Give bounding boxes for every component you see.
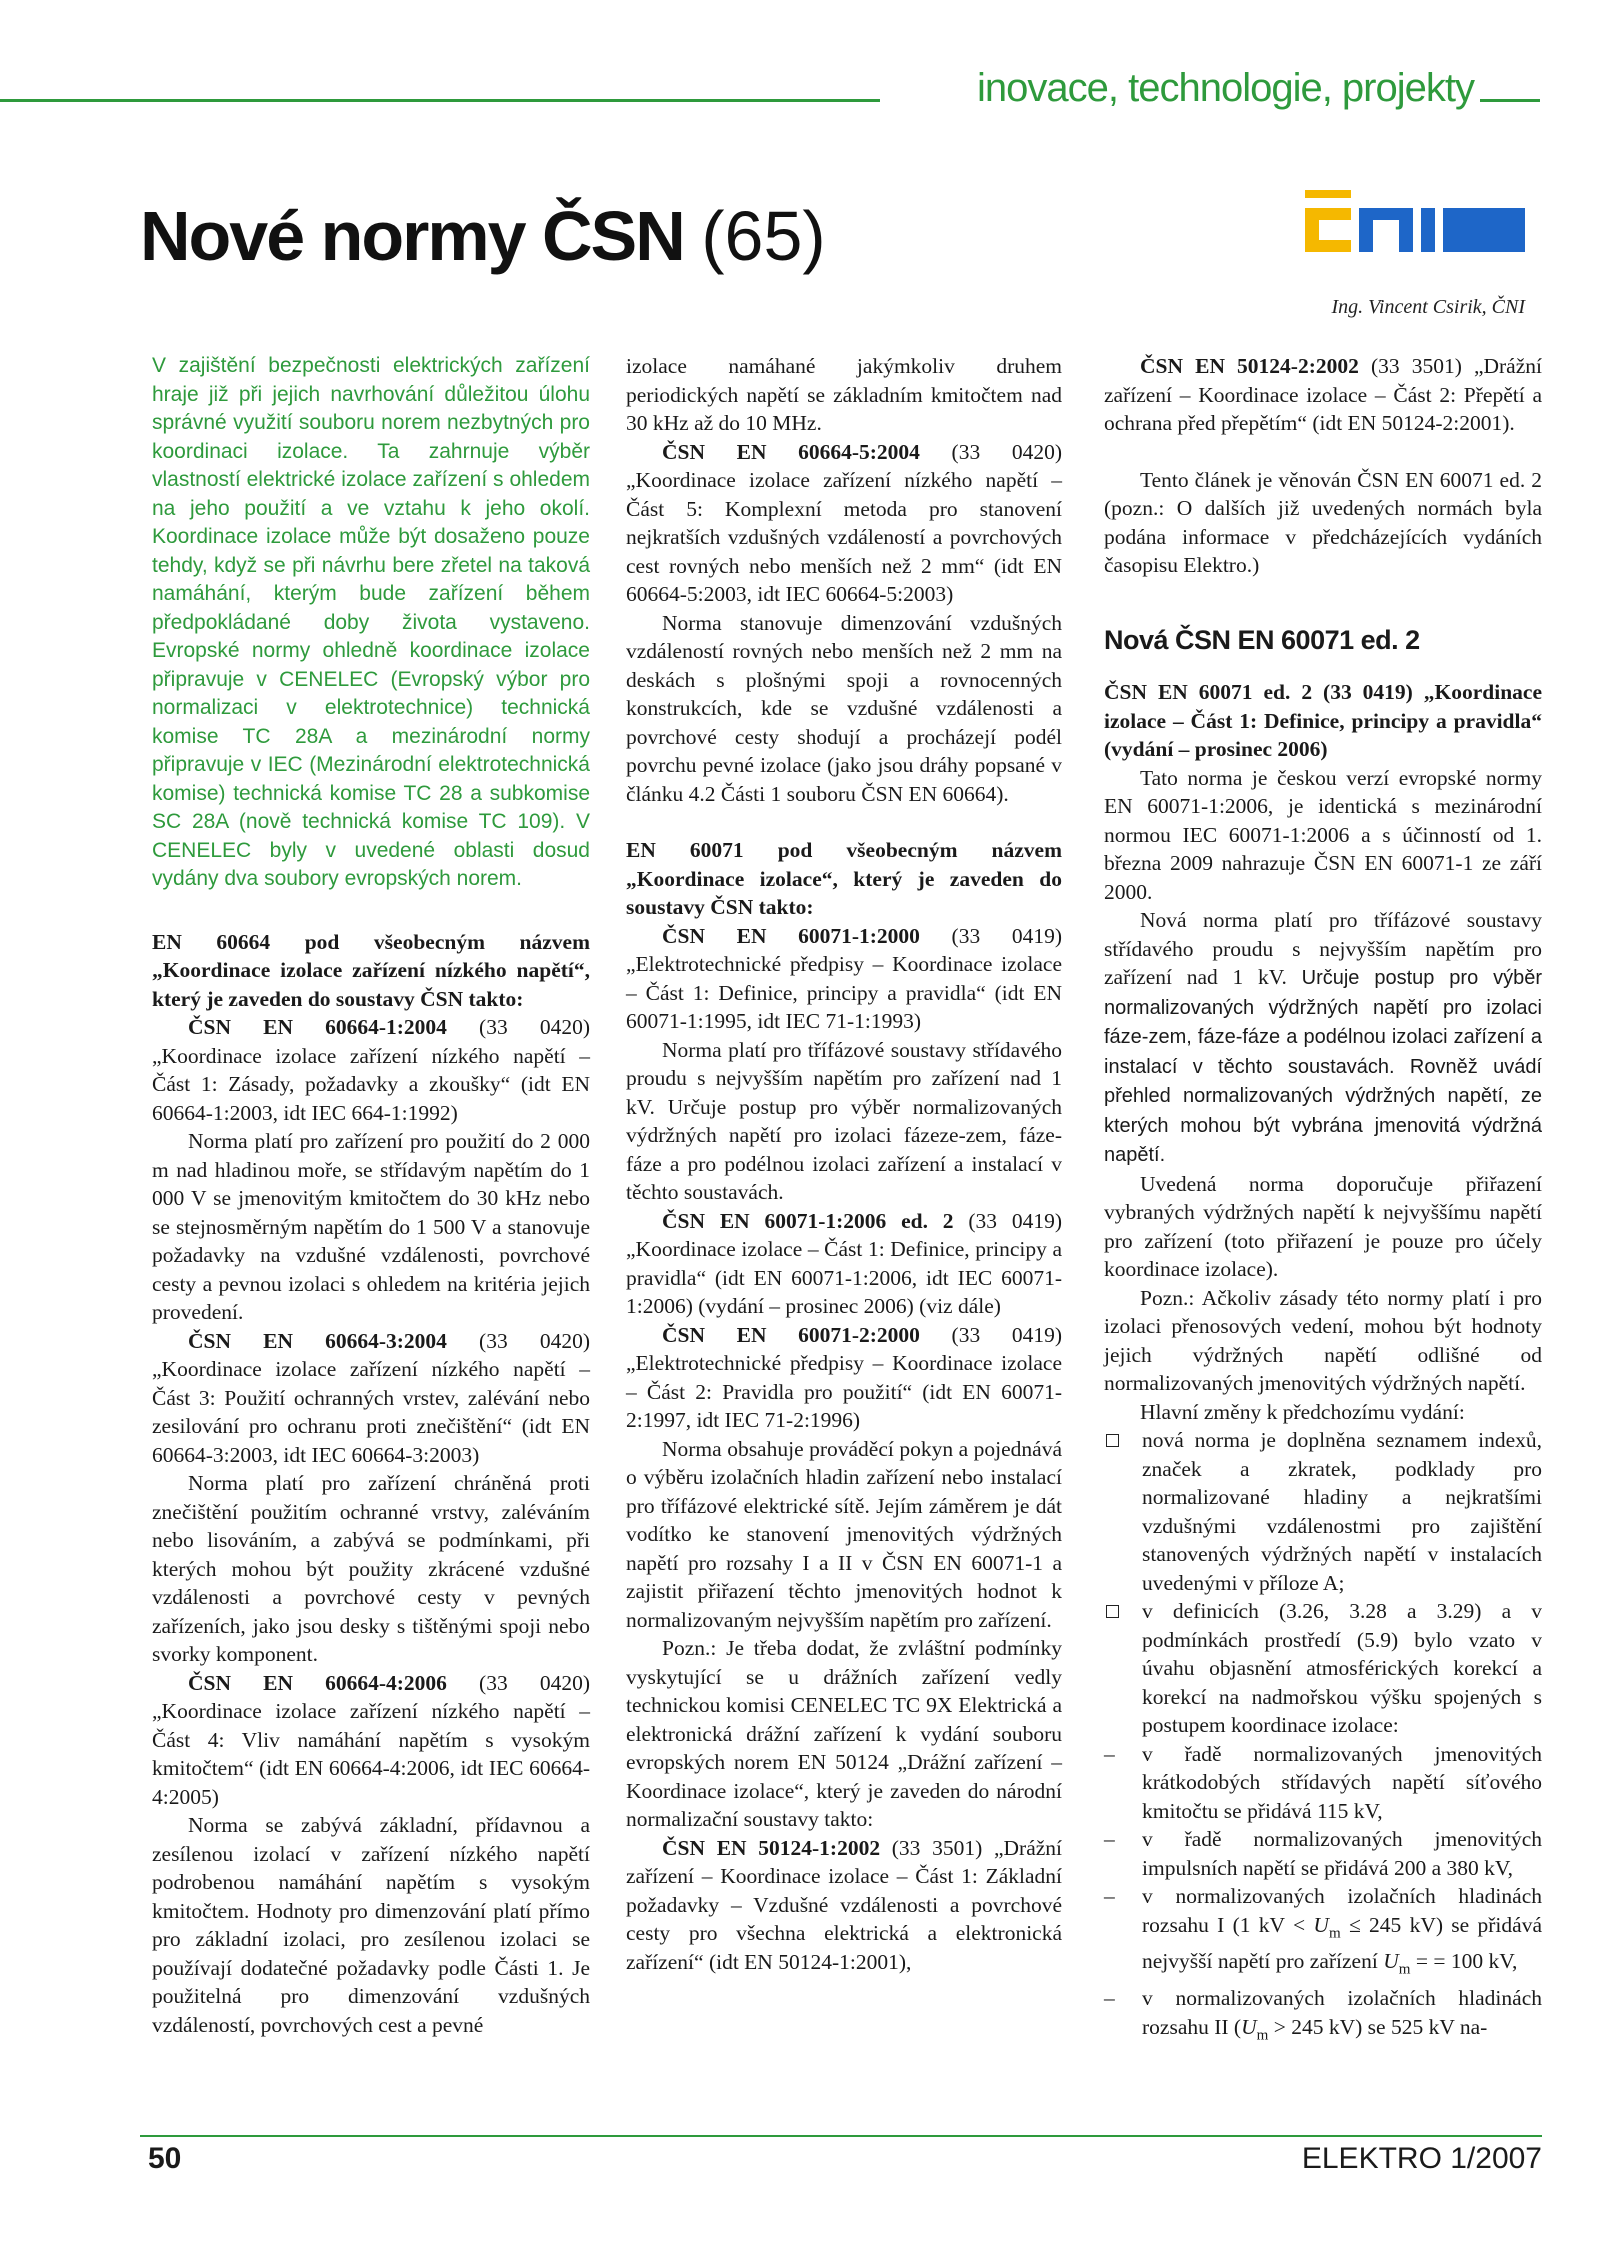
- standard-code: ČSN EN 50124-1:2002: [662, 1835, 881, 1860]
- magazine-issue: ELEKTRO 1/2007: [1301, 2142, 1542, 2175]
- paragraph: Norma platí pro třífázové soustavy střídavého proudu s nejvyšším napětím pro zařízení nad 1 kV. Určuje postup pro výběr normalizovaných výdržných napětí pro izolaci fázeze-zem, fáze-fáze a pro podélnou izolaci zařízení a instalací v těchto soustavách.: [626, 1037, 1062, 1204]
- dash-list: [1104, 1740, 1542, 2050]
- list-item: – v normalizovaných izolačních hladinách rozsahu II ($U_m > 245$ kV) se 525 kV na-: [1104, 1984, 1542, 2049]
- paragraph: ČSN EN 60664-4:2006 (33 0420) „Koordinace izolace zařízení nízkého napětí – Část 4: Vliv namáhání napětím s vysokým kmitočtem“ (idt EN 60664-4:2006, idt IEC 60664-4:2005): [152, 1670, 590, 1809]
- column-3: [1104, 352, 1542, 2049]
- paragraph: Norma platí pro zařízení chráněná proti znečištění použitím ochranné vrstvy, zaléváním nebo lisováním, a zabývá se podmínkami, při kterých mohou být použity zkrácené vzdušné vzdálenosti a povrchové cesty v pevných zařízeních, jako jsou desky s tištěnými spoji nebo svorky komponent.: [152, 1471, 590, 1666]
- paragraph: Norma platí pro zařízení pro použití do 2 000 m nad hladinou moře, se střídavým napětím do 1 000 V se jmenovitým kmitočtem do 30 kHz nebo se stejnosměrným napětím do 1 500 V a stanovuje požadavky na vzdušné vzdálenosti, povrchové cesty a pevnou izolaci s ohledem na kritéria jejich provedení.: [152, 1129, 590, 1324]
- paragraph: Pozn.: Je třeba dodat, že zvláštní podmínky vyskytující se u drážních zařízení vedly technickou komisi CENELEC TC 9X Elektrická a elektronická drážní zařízení k vydání souboru evropských norem EN 50124 „Drážní zařízení – Koordinace izolace“, který je zaveden do národní normalizační soustavy takto:: [626, 1636, 1062, 1831]
- paragraph: Tento článek je věnován ČSN EN 60071 ed. 2 (pozn.: O dalších již uvedených normách byla podána informace v předcházejících vydáních časopisu Elektro.): [1104, 467, 1542, 577]
- column-2: [626, 352, 1062, 1976]
- article-title-text: Nové normy ČSN: [140, 197, 684, 275]
- cni-logo: [1305, 190, 1525, 252]
- paragraph: ČSN EN 60071-1:2000 (33 0419) „Elektrotechnické předpisy – Koordinace izolace – Část 1: Definice, principy a pravidla“ (idt EN 60071-1:1995, idt IEC 71-1:1993): [626, 923, 1062, 1033]
- standard-code: ČSN EN 60071-1:2000: [662, 923, 920, 948]
- heading-en60071-ed2: ČSN EN 60071 ed. 2 (33 0419) „Koordinace izolace – Část 1: Definice, principy a pravidla“ (vydání – prosinec 2006): [1104, 680, 1542, 761]
- paragraph: ČSN EN 60071-1:2006 ed. 2 (33 0419) „Koordinace izolace – Část 1: Definice, principy a pravidla“ (idt EN 60071-1:2006, idt IEC 60071-1:2006) (vydání – prosinec 2006) (viz dále): [626, 1208, 1062, 1318]
- paragraph: Uvedená norma doporučuje přiřazení vybraných výdržných napětí k nejvyššímu napětí pro zařízení (toto přiřazení je pouze pro účely koordinace izolace).: [1104, 1171, 1542, 1281]
- paragraph: Tato norma je českou verzí evropské normy EN 60071-1:2006, je identická s mezinárodní normou IEC 60071-1:2006 a s účinností od 1. března 2009 nahrazuje ČSN EN 60071-1 ze září 2000.: [1104, 765, 1542, 904]
- standard-code: ČSN EN 60071-2:2000: [662, 1322, 920, 1347]
- change-list: [1104, 1426, 1542, 1740]
- list-item: – v řadě normalizovaných jmenovitých krátkodobých střídavých napětí síťového kmitočtu se přidává 115 kV,: [1104, 1740, 1542, 1826]
- paragraph: ČSN EN 60664-1:2004 (33 0420) „Koordinace izolace zařízení nízkého napětí – Část 1: Zásady, požadavky a zkoušky“ (idt EN 60664-1:2003, idt IEC 664-1:1992): [152, 1015, 590, 1125]
- paragraph: ČSN EN 60664-3:2004 (33 0420) „Koordinace izolace zařízení nízkého napětí – Část 3: Použití ochranných vrstev, zalévání nebo zesilování pro ochranu proti znečištění“ (idt EN 60664-3:2003, idt IEC 60664-3:2003): [152, 1328, 590, 1467]
- list-item: v definicích (3.26, 3.28 a 3.29) a v podmínkách prostředí (5.9) bylo vzato v úvahu objasnění atmosférických korekcí a korekcí na nadmořskou výšku spojených s postupem koordinace izolace:: [1104, 1597, 1542, 1740]
- column-1: [152, 352, 590, 2039]
- page-number: 50: [148, 2142, 182, 2175]
- paragraph: ČSN EN 60071-2:2000 (33 0419) „Elektrotechnické předpisy – Koordinace izolace – Část 2: Pravidla pro použití“ (idt EN 60071-2:1997, idt IEC 71-2:1996): [626, 1322, 1062, 1432]
- paragraph: Norma stanovuje dimenzování vzdušných vzdáleností rovných nebo menších než 2 mm na deskách s plošnými spoji a rovnocenných konstrukcích, kde se vzdušné vzdálenosti a povrchové cesty shodují a procházejí podél povrchu pevné izolace (jako jsou dráhy popsané v článku 4.2 Části 1 souboru ČSN EN 60664).: [626, 610, 1062, 806]
- list-item: nová norma je doplněna seznamem indexů, značek a zkratek, podklady pro normalizované hladiny a nejkratšími vzdušnými vzdálenostmi pro zajištění stanovených výdržných napětí v instalacích uvedenými v příloze A;: [1104, 1426, 1542, 1597]
- subheading: Nová ČSN EN 60071 ed. 2: [1104, 624, 1420, 655]
- paragraph: ČSN EN 60664-5:2004 (33 0420) „Koordinace izolace zařízení nízkého napětí – Část 5: Komplexní metoda pro stanovení nejkratších vzdušných vzdáleností a povrchových cest rovných nebo menších než 2 mm“ (idt EN 60664-5:2003, idt IEC 60664-5:2003): [626, 439, 1062, 606]
- author: Ing. Vincent Csirik, ČNI: [1331, 296, 1525, 318]
- list-item: – v normalizovaných izolačních hladinách rozsahu I (1 kV < $U_m \le 245$ kV) se přidává nejvyšší napětí pro zařízení $U_m$ = = 100 kV,: [1104, 1882, 1542, 1984]
- article-title-number: (65): [701, 197, 826, 275]
- footer-rule: [140, 2135, 1542, 2137]
- standard-code: ČSN EN 50124-2:2002: [1140, 354, 1359, 378]
- standard-code: ČSN EN 60664-4:2006: [188, 1670, 447, 1695]
- header-rule-left: [0, 99, 880, 102]
- paragraph: Nová norma platí pro třífázové soustavy střídavého proudu s nejvyšším napětím pro zařízení nad 1 kV. Určuje postup pro výběr normalizovaných výdržných napětí pro izolaci fáze-zem, fáze-fáze a podélnou izolaci zařízení a instalací v těchto soustavách. Rovněž uvádí přehled normalizovaných výdržných napětí, ze kterých mohou být vybrána jmenovitá výdržná napětí.: [1104, 908, 1543, 1166]
- standard-code: ČSN EN 60664-3:2004: [188, 1328, 447, 1353]
- standard-code: ČSN EN 60664-1:2004: [188, 1015, 447, 1039]
- standard-code: ČSN EN 60071-1:2006 ed. 2: [662, 1208, 954, 1233]
- article-title: [140, 196, 826, 276]
- paragraph: Norma se zabývá základní, přídavnou a zesílenou izolací v zařízení nízkého napětí podrobenou namáhání napětím s vysokým kmitočtem. Hodnoty pro dimenzování platí přímo pro základní izolaci, pro zesílenou izolaci se používají dodatečné požadavky podle Části 1. Je použitelná pro dimenzování vzdušných vzdáleností, povrchových cest a pevné: [152, 1813, 590, 2037]
- standard-code: ČSN EN 60664-5:2004: [662, 439, 920, 464]
- paragraph: ČSN EN 50124-1:2002 (33 3501) „Drážní zařízení – Koordinace izolace – Část 1: Základní požadavky – Vzdušné vzdálenosti a povrchové cesty pro všechna elektrická a elektronická zařízení“ (idt EN 50124-1:2001),: [626, 1835, 1062, 1974]
- lead-paragraph: V zajištění bezpečnosti elektrických zařízení hraje již při jejich navrhování důležitou úlohu správné využití souboru norem nezbytných pro koordinaci izolace. Ta zahrnuje výběr vlastností elektrické izolace zařízení s ohledem na jeho použití a ve vztahu k jeho okolí. Koordinace izolace může být dosaženo pouze tehdy, když se při návrhu bere zřetel na taková namáhání, kterým bude zařízení během předpokládané doby života vystaveno. Evropské normy ohledně koordinace izolace připravuje v CENELEC (Evropský výbor pro normalizaci v elektrotechnice) technická komise TC 28A a mezinárodní normy připravuje v IEC (Mezinárodní elektrotechnická komise) technická komise TC 28 a subkomise SC 28A (nově technická komise TC 109). V CENELEC byly v uvedené oblasti dosud vydány dva soubory evropských norem.: [152, 354, 590, 890]
- paragraph: Norma obsahuje prováděcí pokyn a pojednává o výběru izolačních hladin zařízení nebo instalací pro třífázové elektrické sítě. Jejím záměrem je dát vodítko ke stanovení jmenovitých výdržných napětí pro rozsahy I a II v ČSN EN 60071-1 a zajistit přiřazení těchto jmenovitých hodnot k normalizovaným nejvyšším napětím pro zařízení.: [626, 1436, 1062, 1632]
- list-item: – v řadě normalizovaných jmenovitých impulsních napětí se přidává 200 a 380 kV,: [1104, 1825, 1542, 1882]
- heading-en60071: EN 60071 pod všeobecným názvem „Koordinace izolace“, který je zaveden do soustavy ČSN takto:: [626, 838, 1062, 919]
- paragraph: Hlavní změny k předchozímu vydání:: [1140, 1399, 1465, 1424]
- section-heading: inovace, technologie, projekty: [971, 66, 1480, 111]
- paragraph: izolace namáhané jakýmkoliv druhem periodických napětí se základním kmitočtem nad 30 kHz až do 10 MHz.: [626, 354, 1062, 435]
- paragraph: ČSN EN 50124-2:2002 (33 3501) „Drážní zařízení – Koordinace izolace – Část 2: Přepětí a ochrana před přepětím“ (idt EN 50124-2:2001).: [1104, 354, 1542, 435]
- heading-en60664: EN 60664 pod všeobecným názvem „Koordinace izolace zařízení nízkého napětí“, který je zaveden do soustavy ČSN takto:: [152, 929, 590, 1011]
- paragraph: Pozn.: Ačkoliv zásady této normy platí i pro izolaci přenosových vedení, mohou být hodnoty jejich výdržných napětí odlišné od normalizovaných jmenovitých výdržných napětí.: [1104, 1285, 1542, 1395]
